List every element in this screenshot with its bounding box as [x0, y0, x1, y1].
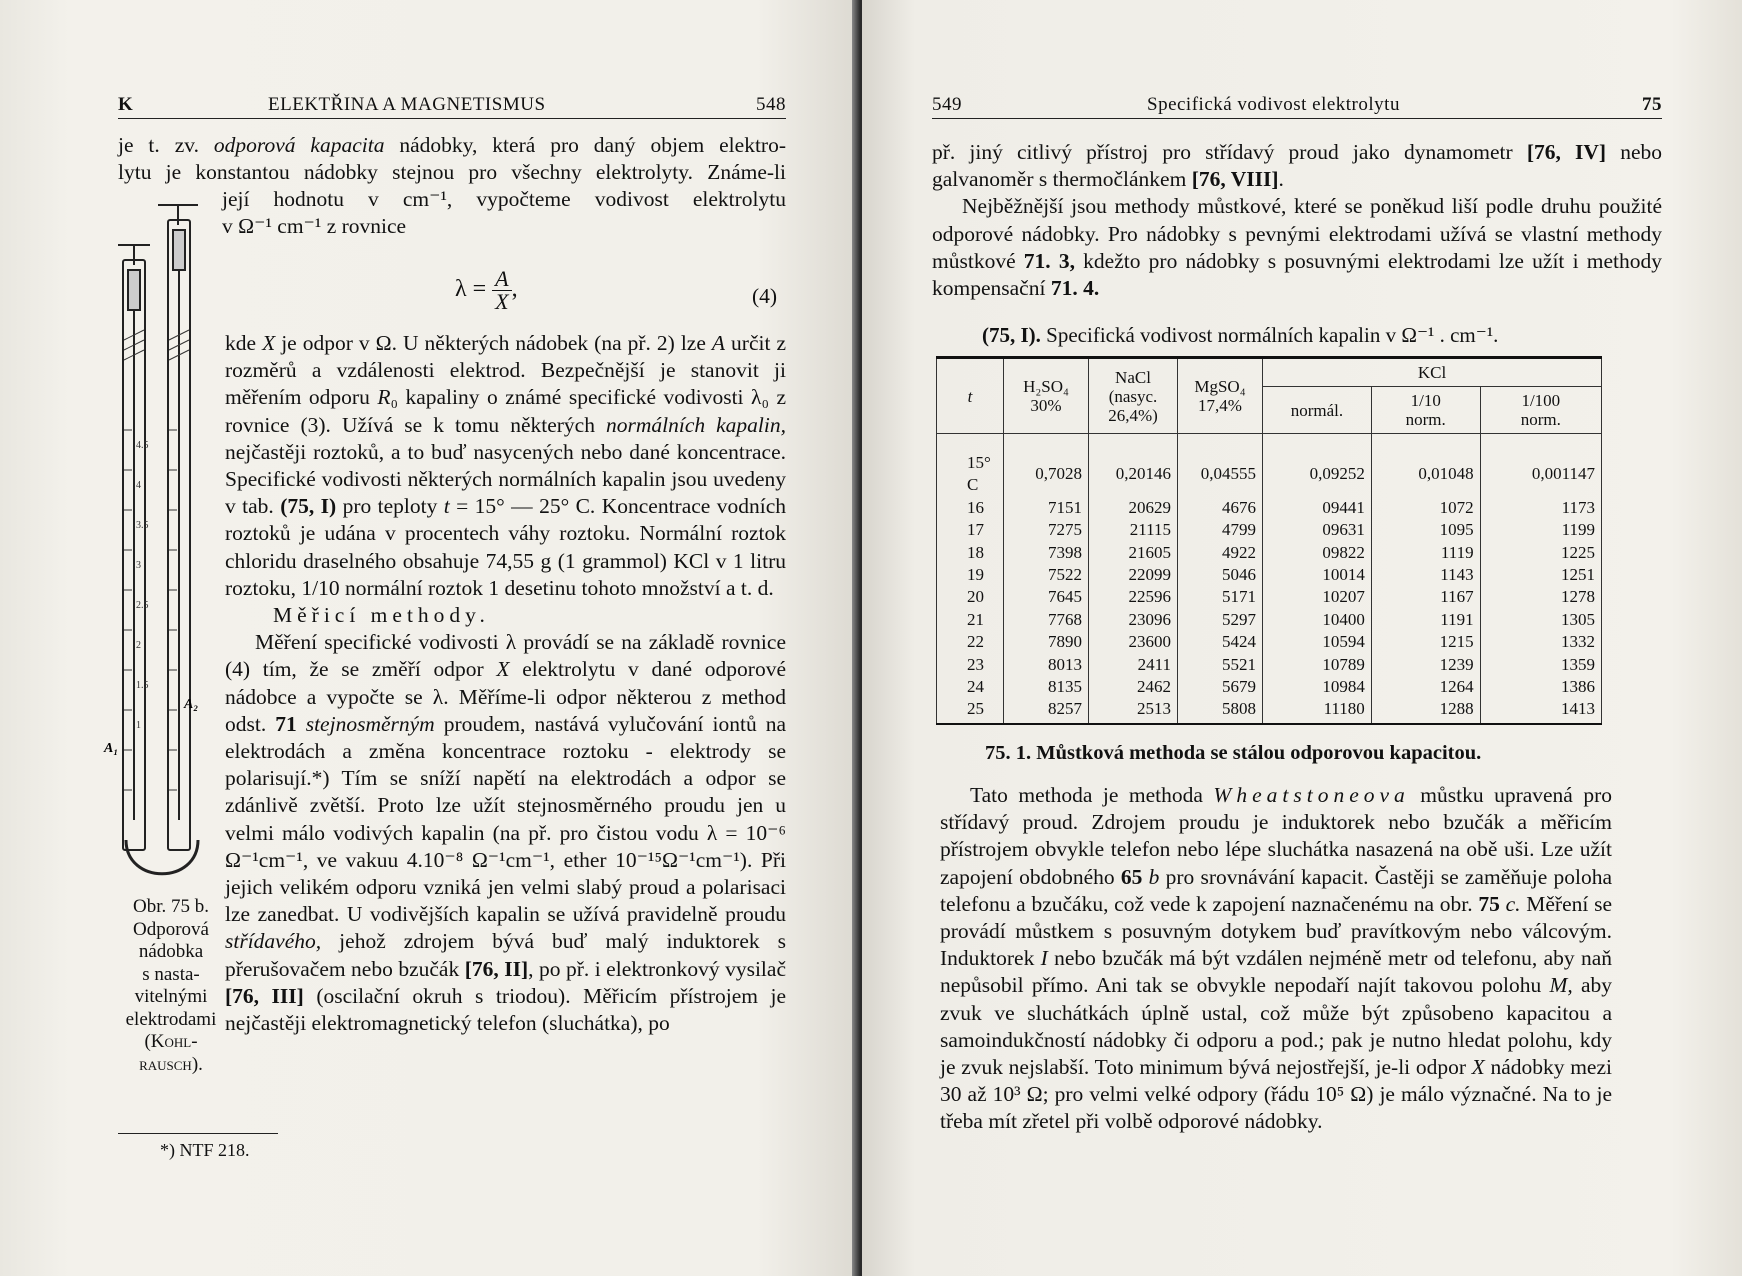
table-cell: 0,04555 — [1178, 434, 1263, 497]
table-row — [937, 586, 1602, 608]
table-cell: 1359 — [1480, 654, 1601, 676]
caption-line: s nasta- — [142, 963, 200, 985]
table-cell: 16 — [937, 497, 1004, 519]
table-cell: 7890 — [1004, 631, 1089, 653]
table-body — [937, 434, 1602, 724]
table-cell: 1199 — [1480, 519, 1601, 541]
table-cell: 10984 — [1263, 676, 1372, 698]
formula-numerator: A — [492, 268, 511, 291]
caption-line: rausch). — [139, 1053, 203, 1075]
table-cell: 1191 — [1371, 609, 1480, 631]
text-line: je t. zv. odporová kapacita nádobky, která pro daný objem elektro- — [118, 133, 786, 157]
scale-mark: 1.5 — [136, 680, 149, 691]
caption-line: Odporová — [133, 918, 209, 940]
table-cell: 09441 — [1263, 497, 1372, 519]
col-header-h2so4: H₂SO₄ 30% — [1004, 358, 1089, 434]
table-cell: 2411 — [1089, 654, 1178, 676]
table-cell: 09631 — [1263, 519, 1372, 541]
table-cell: 1225 — [1480, 542, 1601, 564]
table-cell: 10400 — [1263, 609, 1372, 631]
table-cell: 5808 — [1178, 698, 1263, 723]
equation-number: (4) — [752, 284, 778, 308]
table-cell: 18 — [937, 542, 1004, 564]
section-heading-methods: Měřicí methody. — [273, 603, 490, 628]
table-cell: 5297 — [1178, 609, 1263, 631]
table-row — [937, 654, 1602, 676]
table-cell: 10594 — [1263, 631, 1372, 653]
table-cell: 1264 — [1371, 676, 1480, 698]
table-cell: 1095 — [1371, 519, 1480, 541]
table-row — [937, 609, 1602, 631]
table-cell: 1251 — [1480, 564, 1601, 586]
intro-lines-narrow — [222, 186, 786, 240]
table-cell: 10789 — [1263, 654, 1372, 676]
scale-mark: 3 — [136, 560, 141, 571]
col-header-nacl: NaCl (nasyc. 26,4%) — [1089, 358, 1178, 434]
header-mark: K — [118, 94, 134, 115]
table-cell: 1143 — [1371, 564, 1480, 586]
table-cell: 09822 — [1263, 542, 1372, 564]
table-cell: 21115 — [1089, 519, 1178, 541]
table-cell: 8013 — [1004, 654, 1089, 676]
table-cell: 0,7028 — [1004, 434, 1089, 497]
table-cell: 11180 — [1263, 698, 1372, 723]
table-cell: 1278 — [1480, 586, 1601, 608]
table-row — [937, 698, 1602, 723]
table-row — [937, 497, 1602, 519]
formula-denominator: X — [495, 289, 509, 314]
table-cell: 1173 — [1480, 497, 1601, 519]
table-caption: (75, I). Specifická vodivost normálních kapalin v Ω⁻¹ . cm⁻¹. — [982, 323, 1499, 347]
table-cell: 1413 — [1480, 698, 1601, 723]
table-cell: 23600 — [1089, 631, 1178, 653]
table-cell: 7398 — [1004, 542, 1089, 564]
table-cell: 1305 — [1480, 609, 1601, 631]
equation-4 — [455, 268, 518, 313]
paragraph-after-formula — [225, 330, 786, 1037]
paragraph: Tato methoda je methoda Wheatstoneova můstku upravená pro střídavý proud. Zdrojem proudu je induktorek nebo bzučák a měřicím přístrojem obvykle telefon nebo lépe sluchátka nasazená na obě uši. Lze užít zapojení obdobného 65 b pro srovnávání kapacit. Častěji se zaměňuje poloha telefonu a bzučáku, což vede k zapojení naznačenému na obr. 75 c. Měření se provádí můstkem s posuvným dotykem buď pravítkovým nebo válcovým. Induktorek I nebo bzučák má být vzdálen nejméně metr od telefonu, aby naň nepůsobil přímo. Ani tak se obvykle nepodaří najít takovou polohu M, aby zvuk ve sluchátkách úplně ustal, což může být způsobeno kapacitou a samoindukčností nádobky či odporu a pod.; pak je nutno hledat polohu, kdy je zvuk nejslabší. Toto minimum bývá nejostřejší, je-li odpor X nádobky mezi 30 až 10³ Ω; pro velmi velké odpory (řádu 10⁵ Ω) je málo význačné. Na to je třeba mít zřetel při volbě odporové nádobky. — [940, 783, 1613, 1134]
table-row — [937, 434, 1602, 497]
table-cell: 21 — [937, 609, 1004, 631]
table-cell: 1119 — [1371, 542, 1480, 564]
table-cell: 20629 — [1089, 497, 1178, 519]
figure-label-a2: A₂ — [184, 697, 199, 712]
header-page-number: 548 — [756, 94, 786, 115]
col-header-kcl-normal: normál. — [1263, 387, 1372, 434]
table-row — [937, 676, 1602, 698]
table-cell: 7275 — [1004, 519, 1089, 541]
right-page-header — [932, 92, 1662, 119]
text-line: lytu je konstantou nádobky stejnou pro všechny elektrolyty. Známe-li — [118, 160, 786, 185]
formula-lhs: λ = — [455, 276, 487, 303]
table-cell: 24 — [937, 676, 1004, 698]
table-cell: 22 — [937, 631, 1004, 653]
scale-mark: 2 — [136, 640, 141, 651]
left-page — [0, 0, 860, 1276]
table-cell: 21605 — [1089, 542, 1178, 564]
figure-caption — [112, 896, 230, 1076]
scale-mark: 4 — [136, 480, 141, 491]
table-cell: 0,20146 — [1089, 434, 1178, 497]
paragraph: Měření specifické vodivosti λ provádí se na základě rovnice (4) tím, že se změří odpor X elektrolytu v dané odporové nádobce a vypočte se λ. Měříme-li odpor některou z method odst. 71 stejnosměrným proudem, nastává vylučování iontů na elektrodách a změna koncentrace roztoku - elektrody se polarisují.*) Tím se sníží napětí na elektrodách a odpor se zdánlivě zvětší. Proto lze užít stejnosměrného proudu jen u velmi málo vodivých kapalin (na př. pro čistou vodu λ = 10⁻⁶ Ω⁻¹cm⁻¹, ve vakuu 4.10⁻⁸ Ω⁻¹cm⁻¹, ether 10⁻¹⁵Ω⁻¹cm⁻¹). Při jejich velikém odporu vzniká jen velmi slabý proud a polarisaci lze zanedbat. U vodivějších kapalin se užívá pravidelně proudu střídavého, jehož zdrojem bývá buď malý induktorek s přerušovačem nebo bzučák [76, II], po př. i elektronkový vysilač [76, III] (oscilační okruh s triodou). Měřicím přístrojem je nejčastěji elektromagnetický telefon (sluchátka), po — [225, 630, 787, 1036]
table-cell: 4922 — [1178, 542, 1263, 564]
right-top-text — [932, 139, 1662, 302]
table-cell: 2462 — [1089, 676, 1178, 698]
caption-line: elektrodami — [125, 1008, 217, 1030]
text-line: v Ω⁻¹ cm⁻¹ z rovnice — [222, 214, 407, 239]
table-cell: 1386 — [1480, 676, 1601, 698]
table-cell: 5171 — [1178, 586, 1263, 608]
footnote: *) NTF 218. — [160, 1140, 250, 1160]
caption-line: vitelnými — [134, 986, 208, 1007]
table-cell: 4799 — [1178, 519, 1263, 541]
table-cell: 7522 — [1004, 564, 1089, 586]
scale-mark: 2.5 — [136, 600, 149, 611]
table-cell: 5046 — [1178, 564, 1263, 586]
scale-mark: 4.5 — [136, 440, 149, 451]
header-title: ELEKTŘINA A MAGNETISMUS — [268, 94, 546, 115]
table-cell: 23096 — [1089, 609, 1178, 631]
caption-line: Obr. 75 b. — [133, 896, 209, 917]
conductivity-table — [936, 356, 1602, 725]
table-cell: 8257 — [1004, 698, 1089, 723]
col-header-kcl-100: 1/100 norm. — [1480, 387, 1601, 434]
intro-lines-full — [118, 132, 786, 186]
header-title: Specifická vodivost elektrolytu — [1147, 94, 1400, 115]
text-line: její hodnotu v cm⁻¹, vypočteme vodivost elektrolytu — [222, 187, 786, 211]
table-cell: 17 — [937, 519, 1004, 541]
table-row — [937, 564, 1602, 586]
table-cell: 10207 — [1263, 586, 1372, 608]
table-cell: 23 — [937, 654, 1004, 676]
col-header-t: t — [937, 358, 1004, 434]
col-header-kcl: KCl — [1263, 358, 1602, 387]
figure-scale — [136, 440, 149, 731]
table-row — [937, 542, 1602, 564]
table-cell: 1167 — [1371, 586, 1480, 608]
left-page-header — [118, 92, 786, 119]
formula-tail: , — [511, 276, 518, 303]
header-section-number: 75 — [1642, 94, 1662, 115]
table-cell: 22099 — [1089, 564, 1178, 586]
figure-label-a1: A₁ — [104, 741, 119, 756]
paragraph: Nejběžnější jsou methody můstkové, které se poněkud liší podle druhu použité odporové nádobky. Pro nádobky s pevnými elektrodami užívá se vlastní methody můstkové 71. 3, kdežto pro nádobky s posuvnými elektrodami lze užít i methody kompensační 71. 4. — [932, 194, 1662, 301]
table-cell: 15° C — [937, 434, 1004, 497]
scale-mark: 3.5 — [136, 520, 149, 531]
caption-line: (Kohl- — [144, 1031, 198, 1052]
table-cell: 7768 — [1004, 609, 1089, 631]
table-cell: 1288 — [1371, 698, 1480, 723]
table-cell: 19 — [937, 564, 1004, 586]
conductivity-cell-figure — [104, 200, 228, 880]
table-cell: 1239 — [1371, 654, 1480, 676]
table-cell: 1072 — [1371, 497, 1480, 519]
table-cell: 1215 — [1371, 631, 1480, 653]
table-cell: 7645 — [1004, 586, 1089, 608]
col-header-kcl-10: 1/10 norm. — [1371, 387, 1480, 434]
paragraph: př. jiný citlivý přístroj pro střídavý proud jako dynamometr [76, IV] nebo galvanoměr s thermočlánkem [76, VIII]. — [932, 140, 1662, 192]
right-final-text — [940, 782, 1612, 1136]
table-cell: 25 — [937, 698, 1004, 723]
table-row — [937, 631, 1602, 653]
table-cell: 0,01048 — [1371, 434, 1480, 497]
table-cell: 22596 — [1089, 586, 1178, 608]
paragraph: kde X je odpor v Ω. U některých nádobek (na př. 2) lze A určit z rozměrů a vzdálenosti elektrod. Bezpečnější je stanovit ji měřením odporu R₀ kapaliny o známé specifické vodivosti λ₀ z rovnice (3). Užívá se k tomu některých normálních kapalin, nejčastěji roztoků, a to buď nasycených nebo dané koncentrace. Specifické vodivosti některých normálních kapalin jsou uvedeny v tab. (75, I) pro teploty t = 15° — 25° C. Koncentrace vodních roztoků je udána v procentech váhy roztoku. Normální roztok chloridu draselného obsahuje 74,55 g (1 grammol) KCl v 1 litru roztoku, 1/10 normální roztok 1 desetinu tohoto množství a t. d. — [225, 331, 787, 600]
scale-mark: 1 — [136, 720, 141, 731]
table-cell: 10014 — [1263, 564, 1372, 586]
table-cell: 4676 — [1178, 497, 1263, 519]
caption-line: nádobka — [138, 941, 204, 962]
table-cell: 20 — [937, 586, 1004, 608]
footnote-rule — [118, 1133, 278, 1134]
table-cell: 0,09252 — [1263, 434, 1372, 497]
section-heading-75-1: 75. 1. Můstková methoda se stálou odporovou kapacitou. — [985, 742, 1482, 764]
table-cell: 5679 — [1178, 676, 1263, 698]
table-cell: 2513 — [1089, 698, 1178, 723]
table-cell: 8135 — [1004, 676, 1089, 698]
formula-fraction — [492, 268, 511, 313]
col-header-mgso4: MgSO₄ 17,4% — [1178, 358, 1263, 434]
table-cell: 5521 — [1178, 654, 1263, 676]
table-cell: 7151 — [1004, 497, 1089, 519]
table-row — [937, 519, 1602, 541]
table-cell: 5424 — [1178, 631, 1263, 653]
header-left-number: 549 — [932, 94, 962, 115]
table-cell: 0,001147 — [1480, 434, 1601, 497]
table-cell: 1332 — [1480, 631, 1601, 653]
